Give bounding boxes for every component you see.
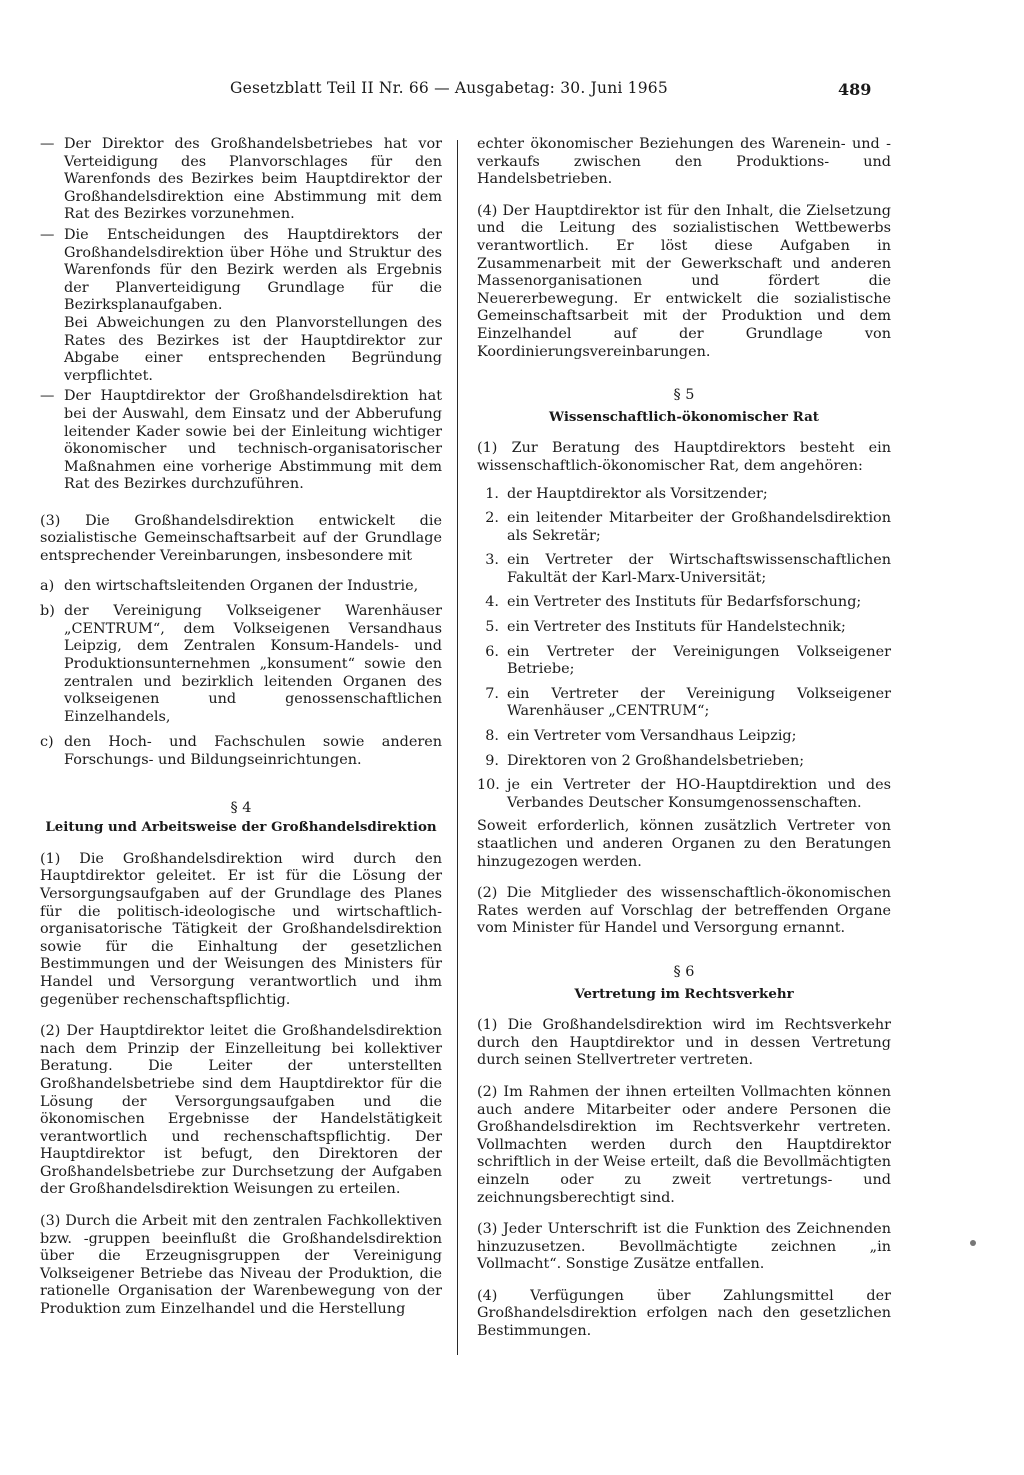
- list-item: 4. ein Vertreter des Instituts für Bedarfsforschung;: [485, 594, 862, 611]
- list-item: 2. ein leitender Mitarbeiter der Großhandelsdirektion als Sekretär;: [485, 510, 891, 544]
- left-column: [40, 136, 442, 1319]
- list-item: 5. ein Vertreter des Instituts für Handelstechnik;: [485, 619, 846, 636]
- ink-speck: [970, 1240, 976, 1246]
- paragraph: (2) Der Hauptdirektor leitet die Großhandelsdirektion nach dem Prinzip der Einzelleitung bei kollektiver Beratung. Die Leiter der unterstellten Großhandelsbetriebe sind dem Hauptdirektor für die Lösung der Versorgungsaufgaben und die ökonomischen Ergebnisse der Handelstätigkeit verantwortlich und rechenschaftspflichtig. Der Hauptdirektor ist befugt, den Direktoren der Großhandelsbetriebe zur Durchsetzung der Aufgaben der Großhandelsdirektion Weisungen zu erteilen.: [40, 1023, 442, 1198]
- list-item: 8. ein Vertreter vom Versandhaus Leipzig;: [485, 728, 797, 745]
- paragraph: (3) Durch die Arbeit mit den zentralen Fachkollektiven bzw. -gruppen beeinflußt die Großhandelsdirektion über die Erzeugnisgruppen der Vereinigung Volkseigener Betriebe das Niveau der Produktion, die rationelle Organisation der Warenbewegung von der Produktion zum Einzelhandel und die Herstellung: [40, 1213, 442, 1318]
- list-item: 10. je ein Vertreter der HO-Hauptdirektion und des Verbandes Deutscher Konsumgenossenschaften.: [477, 777, 891, 811]
- list-item: a) den wirtschaftsleitenden Organen der Industrie,: [40, 577, 419, 594]
- right-column: [477, 136, 891, 1341]
- dash-item: — Der Direktor des Großhandelsbetriebes hat vor Verteidigung des Planvorschlages für den Warenfonds des Bezirkes beim Hauptdirektor der Großhandelsdirektion eine Abstimmung mit dem Rat des Bezirkes vorzunehmen.: [40, 136, 442, 223]
- paragraph: (4) Verfügungen über Zahlungsmittel der Großhandelsdirektion erfolgen nach den gesetzlichen Bestimmungen.: [477, 1287, 891, 1340]
- paragraph: (1) Die Großhandelsdirektion wird durch den Hauptdirektor geleitet. Er ist für die Lösung der Versorgungsaufgaben auf der Grundlage des Planes für die politisch-ideologische und wirtschaftlich-organisatorische Tätigkeit der Großhandelsdirektion sowie für die Einhaltung der gesetzlichen Bestimmungen und der Weisungen des Ministers für Handel und Versorgung verantwortlich und ihm gegenüber rechenschaftspflichtig.: [40, 850, 442, 1008]
- paragraph: (2) Die Mitglieder des wissenschaftlich-ökonomischen Rates werden auf Vorschlag der betreffenden Organe vom Minister für Handel und Versorgung ernannt.: [477, 885, 891, 937]
- paragraph: (1) Zur Beratung des Hauptdirektors besteht ein wissenschaftlich-ökonomischer Rat, dem angehören:: [477, 440, 891, 474]
- paragraph: (1) Die Großhandelsdirektion wird im Rechtsverkehr durch den Hauptdirektor und in dessen Vertretung durch seinen Stellvertreter vertreten.: [477, 1017, 891, 1069]
- paragraph: echter ökonomischer Beziehungen des Warenein- und -verkaufs zwischen den Produktions- und Handelsbetrieben.: [477, 136, 891, 188]
- paragraph: Die Entscheidungen des Hauptdirektors der Großhandelsdirektion über Höhe und Struktur des Warenfonds für den Bezirk werden als Ergebnis der Planverteidigung Grundlage für die Bezirksplanaufgaben.: [64, 226, 442, 314]
- section-title: Vertretung im Rechtsverkehr: [574, 985, 794, 1002]
- section-title: Leitung und Arbeitsweise der Großhandelsdirektion: [45, 819, 437, 836]
- page-number: 489: [838, 80, 872, 99]
- dash-item: — Die Entscheidungen des Hauptdirektors der Großhandelsdirektion über Höhe und Struktur des Warenfonds für den Bezirk werden als Ergebnis der Planverteidigung Grundlage für die Bezirksplanaufgaben. Bei Abweichungen zu den Planvorstellungen des Rates des Bezirkes ist der Hauptdirektor zur Abgabe einer entsprechenden Begründung verpflichtet.: [40, 226, 442, 384]
- section-number: § 4: [230, 799, 252, 816]
- paragraph: (2) Im Rahmen der ihnen erteilten Vollmachten können auch andere Mitarbeiter oder andere Personen die Großhandelsdirektion im Rechtsverkehr vertreten. Vollmachten werden durch den Hauptdirektor schriftlich in der Weise erteilt, daß die Bevollmächtigten einzeln oder zu zweit vertretungs- und zeichnungsberechtigt sind.: [477, 1083, 891, 1206]
- paragraph: Der Hauptdirektor der Großhandelsdirektion hat bei der Auswahl, dem Einsatz und der Abberufung leitender Kader sowie bei der Einleitung wichtiger ökonomischer und technisch-organisatorischer Maßnahmen eine vorherige Abstimmung mit dem Rat des Bezirkes durchzuführen.: [64, 388, 442, 493]
- paragraph: (4) Der Hauptdirektor ist für den Inhalt, die Zielsetzung und die Leitung des sozialistischen Wettbewerbs verantwortlich. Er löst diese Aufgaben in Zusammenarbeit mit der Gewerkschaft und anderen Massenorganisationen und fördert die Neuererbewegung. Er entwickelt die sozialistische Gemeinschaftsarbeit mit der Produktion und dem Einzelhandel auf der Grundlage von Koordinierungsvereinbarungen.: [477, 202, 891, 360]
- list-item: 1. der Hauptdirektor als Vorsitzender;: [485, 485, 768, 502]
- section-number: § 6: [673, 963, 695, 980]
- list-item: 3. ein Vertreter der Wirtschaftswissenschaftlichen Fakultät der Karl-Marx-Universität;: [485, 552, 891, 586]
- list-item: b) der Vereinigung Volkseigener Warenhäuser „CENTRUM“, dem Volkseigenen Versandhaus Leipzig, dem Zentralen Konsum-Handels- und Produktionsunternehmen „konsument“ sowie den zentralen und bezirklich leitenden Organen des volkseigenen und genossenschaftlichen Einzelhandels,: [40, 603, 442, 725]
- list-item: 7. ein Vertreter der Vereinigung Volkseigener Warenhäuser „CENTRUM“;: [485, 685, 891, 720]
- column-divider: [457, 140, 458, 1355]
- paragraph: Soweit erforderlich, können zusätzlich Vertreter von staatlichen und anderen Organen zu den Beratungen hinzugezogen werden.: [477, 818, 891, 870]
- dash-item: — Der Hauptdirektor der Großhandelsdirektion hat bei der Auswahl, dem Einsatz und der Abberufung leitender Kader sowie bei der Einleitung wichtiger ökonomischer und technisch-organisatorischer Maßnahmen eine vorherige Abstimmung mit dem Rat des Bezirkes durchzuführen.: [40, 388, 442, 493]
- section-number: § 5: [673, 387, 695, 404]
- paragraph-3-intro: (3) Die Großhandelsdirektion entwickelt die sozialistische Gemeinschaftsarbeit auf der Grundlage entsprechender Vereinbarungen, insbesondere mit: [40, 512, 442, 565]
- paragraph: (3) Jeder Unterschrift ist die Funktion des Zeichnenden hinzuzusetzen. Bevollmächtigte zeichnen „in Vollmacht“. Sonstige Zusätze entfallen.: [477, 1221, 891, 1273]
- section-title: Wissenschaftlich-ökonomischer Rat: [549, 408, 819, 425]
- paragraph: Der Direktor des Großhandelsbetriebes hat vor Verteidigung des Planvorschlages für den Warenfonds des Bezirkes beim Hauptdirektor der Großhandelsdirektion eine Abstimmung mit dem Rat des Bezirkes vorzunehmen.: [64, 136, 442, 223]
- list-item: c) den Hoch- und Fachschulen sowie anderen Forschungs- und Bildungseinrichtungen.: [40, 734, 442, 768]
- list-item: 6. ein Vertreter der Vereinigungen Volkseigener Betriebe;: [485, 643, 891, 678]
- list-item: 9. Direktoren von 2 Großhandelsbetrieben;: [485, 752, 805, 769]
- running-header: Gesetzblatt Teil II Nr. 66 — Ausgabetag: 30. Juni 1965: [230, 79, 668, 97]
- paragraph: Bei Abweichungen zu den Planvorstellungen des Rates des Bezirkes ist der Hauptdirektor zur Abgabe einer entsprechenden Begründung verpflichtet.: [64, 314, 442, 384]
